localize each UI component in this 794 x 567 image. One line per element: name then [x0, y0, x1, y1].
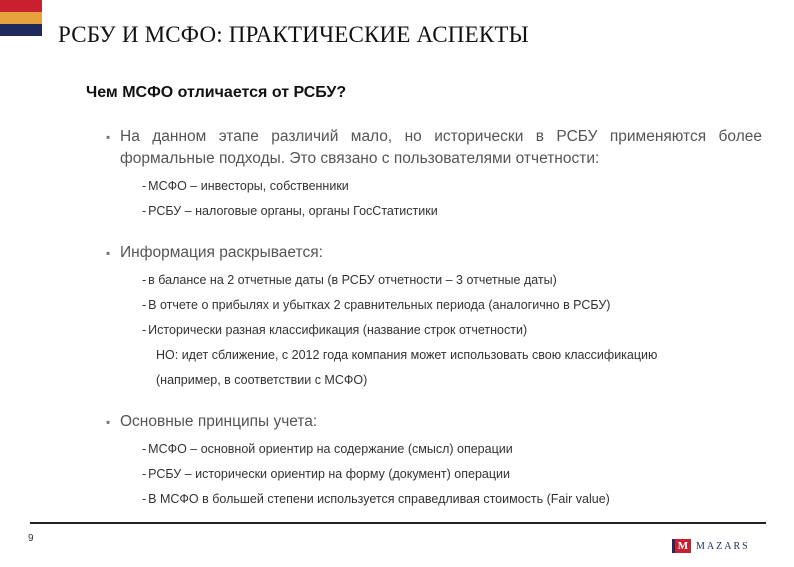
bullet-text: Основные принципы учета: — [120, 413, 318, 430]
dash-icon: - — [142, 323, 147, 337]
corner-stripe-orange — [0, 12, 42, 24]
dash-icon: - — [142, 442, 147, 456]
dash-icon: - — [142, 204, 147, 218]
slide-content — [106, 126, 762, 508]
note-line: НО: идет сближение, с 2012 года компания может использовать свою классификацию — [156, 348, 658, 362]
sub-item: - МСФО – инвесторы, собственники — [142, 179, 349, 193]
sub-item: - в балансе на 2 отчетные даты (в РСБУ отчетности – 3 отчетные даты) — [142, 273, 557, 287]
dash-icon: - — [142, 467, 147, 481]
bullet-text: На данном этапе различий мало, но исторически в РСБУ применяются более формальные подходы. Это связано с пользователями отчетности: — [120, 128, 762, 167]
sub-item: - В отчете о прибылях и убытках 2 сравнительных периода (аналогично в РСБУ) — [142, 298, 611, 312]
dash-icon: - — [142, 492, 147, 506]
slide-subtitle: Чем МСФО отличается от РСБУ? — [86, 84, 347, 101]
page-number: 9 — [28, 533, 34, 544]
bullet-square-icon: ▪ — [106, 130, 111, 144]
footer-rule — [30, 522, 766, 524]
corner-stripe-red — [0, 0, 42, 12]
dash-icon: - — [142, 298, 147, 312]
corner-stripe-navy — [0, 24, 42, 36]
sub-item: - РСБУ – исторически ориентир на форму (документ) операции — [142, 467, 510, 481]
sub-item: - В МСФО в большей степени используется справедливая стоимость (Fair value) — [142, 492, 610, 506]
sub-item: - Исторически разная классификация (название строк отчетности) — [142, 323, 528, 337]
corner-decoration — [0, 0, 42, 36]
bullet-principles — [106, 411, 762, 433]
bullet-disclosure — [106, 242, 762, 264]
logo-mark-icon: M — [672, 539, 691, 553]
logo-text: MAZARS — [696, 540, 750, 552]
note-line: (например, в соответствии с МСФО) — [156, 373, 368, 387]
bullet-text: Информация раскрывается: — [120, 244, 323, 261]
dash-icon: - — [142, 179, 147, 193]
bullet-square-icon: ▪ — [106, 246, 111, 260]
bullet-square-icon: ▪ — [106, 415, 111, 429]
dash-icon: - — [142, 273, 147, 287]
bullet-users — [106, 126, 762, 170]
mazars-logo — [672, 539, 750, 553]
sub-item: - РСБУ – налоговые органы, органы ГосСтатистики — [142, 204, 438, 218]
slide-title: РСБУ И МСФО: ПРАКТИЧЕСКИЕ АСПЕКТЫ — [58, 22, 529, 47]
sub-item: - МСФО – основной ориентир на содержание (смысл) операции — [142, 442, 513, 456]
